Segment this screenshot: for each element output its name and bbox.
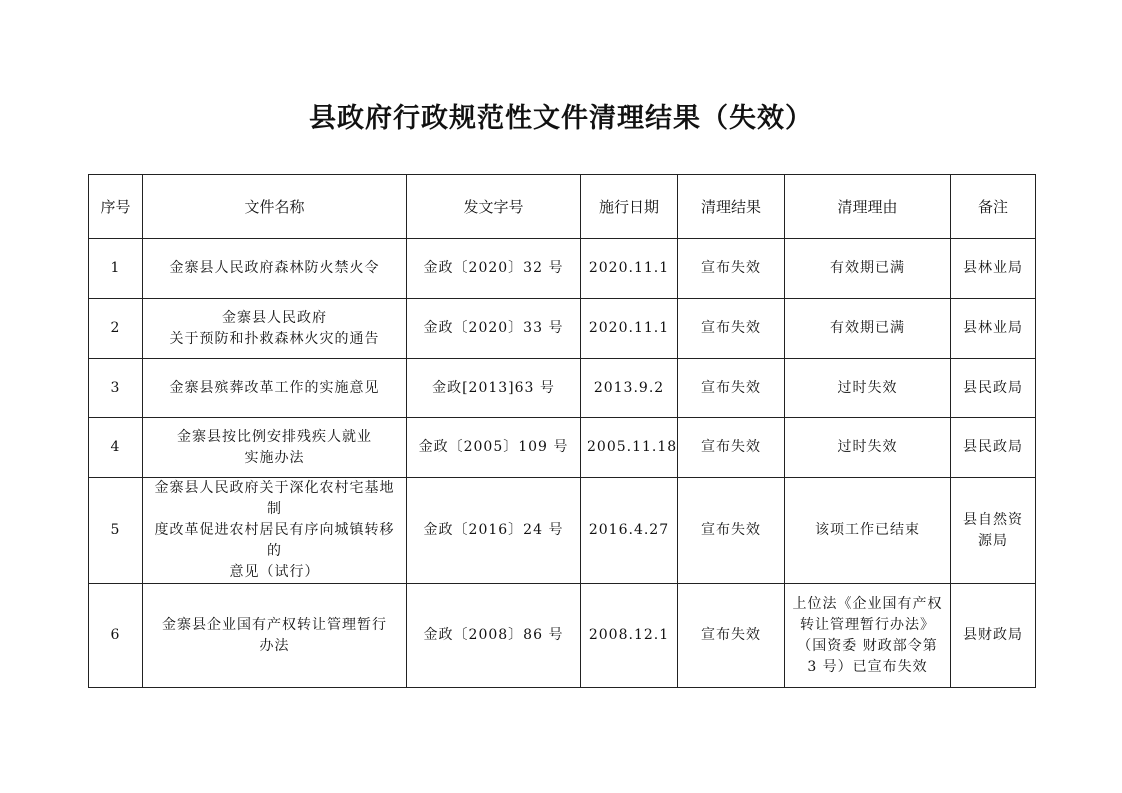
- cell-cleanup-reason: 该项工作已结束: [785, 478, 951, 584]
- cell-cleanup-result: 宣布失效: [678, 299, 785, 359]
- cell-serial-number: 2: [89, 299, 143, 359]
- cell-serial-number: 5: [89, 478, 143, 584]
- cell-effective-date: 2016.4.27: [581, 478, 678, 584]
- cell-document-name: 金寨县人民政府关于深化农村宅基地制 度改革促进农村居民有序向城镇转移的 意见（试行）: [143, 478, 407, 584]
- header-document-number: 发文字号: [407, 175, 581, 239]
- cell-serial-number: 4: [89, 418, 143, 478]
- table-row: [89, 359, 1036, 418]
- cell-remark: 县民政局: [951, 418, 1036, 478]
- cell-document-number: 金政〔2016〕24 号: [407, 478, 581, 584]
- cell-remark: 县财政局: [951, 584, 1036, 688]
- cell-document-name: 金寨县殡葬改革工作的实施意见: [143, 359, 407, 418]
- cell-serial-number: 3: [89, 359, 143, 418]
- cell-cleanup-reason: 过时失效: [785, 418, 951, 478]
- cell-serial-number: 1: [89, 239, 143, 299]
- cell-document-name: 金寨县人民政府森林防火禁火令: [143, 239, 407, 299]
- cell-cleanup-reason: 上位法《企业国有产权 转让管理暂行办法》 （国资委 财政部令第 3 号）已宣布失效: [785, 584, 951, 688]
- cell-document-number: 金政〔2008〕86 号: [407, 584, 581, 688]
- table-row: [89, 239, 1036, 299]
- header-effective-date: 施行日期: [581, 175, 678, 239]
- header-cleanup-reason: 清理理由: [785, 175, 951, 239]
- cell-cleanup-result: 宣布失效: [678, 478, 785, 584]
- cell-document-name: 金寨县企业国有产权转让管理暂行 办法: [143, 584, 407, 688]
- cell-cleanup-result: 宣布失效: [678, 418, 785, 478]
- cell-remark: 县民政局: [951, 359, 1036, 418]
- table-row: [89, 478, 1036, 584]
- cell-remark: 县林业局: [951, 299, 1036, 359]
- cell-document-number: 金政〔2020〕33 号: [407, 299, 581, 359]
- cell-remark: 县自然资 源局: [951, 478, 1036, 584]
- cell-document-name: 金寨县按比例安排残疾人就业 实施办法: [143, 418, 407, 478]
- cell-document-number: 金政〔2020〕32 号: [407, 239, 581, 299]
- header-document-name: 文件名称: [143, 175, 407, 239]
- cell-document-number: 金政〔2005〕109 号: [407, 418, 581, 478]
- cell-effective-date: 2020.11.1: [581, 239, 678, 299]
- cell-remark: 县林业局: [951, 239, 1036, 299]
- cell-document-name: 金寨县人民政府 关于预防和扑救森林火灾的通告: [143, 299, 407, 359]
- table-row: [89, 299, 1036, 359]
- cell-effective-date: 2008.12.1: [581, 584, 678, 688]
- cell-cleanup-reason: 有效期已满: [785, 299, 951, 359]
- document-title: 县政府行政规范性文件清理结果（失效）: [309, 103, 813, 134]
- cell-cleanup-result: 宣布失效: [678, 239, 785, 299]
- header-serial-number: 序号: [89, 175, 143, 239]
- header-remark: 备注: [951, 175, 1036, 239]
- cell-effective-date: 2020.11.1: [581, 299, 678, 359]
- table-row: [89, 418, 1036, 478]
- header-cleanup-result: 清理结果: [678, 175, 785, 239]
- cell-document-number: 金政[2013]63 号: [407, 359, 581, 418]
- table-row: [89, 584, 1036, 688]
- cleanup-result-table: [88, 174, 1036, 688]
- cell-serial-number: 6: [89, 584, 143, 688]
- cell-cleanup-reason: 有效期已满: [785, 239, 951, 299]
- cell-effective-date: 2005.11.18: [581, 418, 678, 478]
- cell-cleanup-reason: 过时失效: [785, 359, 951, 418]
- table-header-row: [89, 175, 1036, 239]
- cell-effective-date: 2013.9.2: [581, 359, 678, 418]
- cell-cleanup-result: 宣布失效: [678, 584, 785, 688]
- cell-cleanup-result: 宣布失效: [678, 359, 785, 418]
